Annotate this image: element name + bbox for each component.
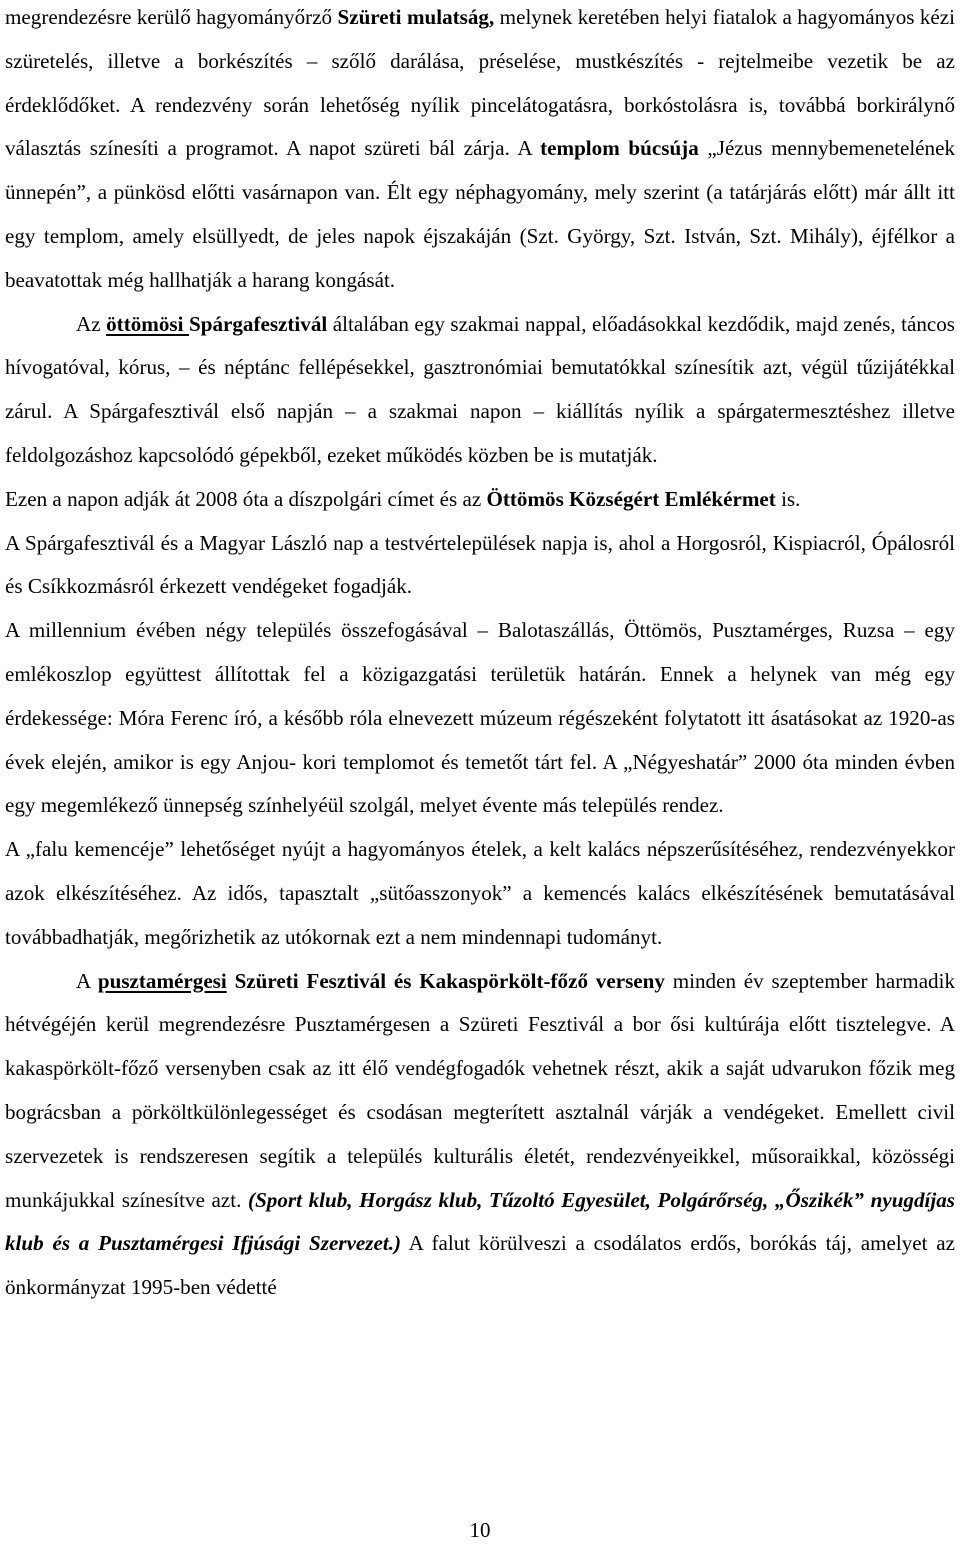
body-text bbox=[5, 0, 955, 1310]
paragraph bbox=[5, 0, 955, 303]
emphasized-text: Szüreti mulatság, bbox=[337, 5, 495, 29]
emphasized-text: öttömösi bbox=[106, 311, 189, 336]
text-run bbox=[227, 969, 235, 993]
text-run: megrendezésre kerülő hagyományőrző bbox=[5, 5, 338, 29]
text-run: minden év szeptember harmadik hétvégéjén kerül megrendezésre Pusztamérgesen a Szüreti Fesztivál a bor ősi kultúrája előtt tisztelegve. A kakaspörkölt-főző versenyben csak az itt élő vendégfogadók vehetnek részt, akik a saját udvarukon főzik meg bográcsban a pörköltkülönlegességet és csodásan megterített asztalnál várják a vendégeket. Emellett civil szervezetek is rendszeresen segítik a település kulturális életét, rendezvényeikkel, műsoraikkal, közösségi munkájukkal színesítve azt. bbox=[5, 968, 956, 1212]
text-run: „Jézus mennybemenetelének ünnepén”, a pünkösd előtti vasárnapon van. Élt egy néphagyomány, mely szerint (a tatárjárás előtt) már állt itt egy templom, amely elsüllyedt, de jeles napok éjszakáján (Szt. György, Szt. István, Szt. Mihály), éjfélkor a beavatottak még hallhatják a harang kongását. bbox=[5, 136, 956, 292]
paragraph bbox=[5, 609, 955, 828]
text-run: Az bbox=[76, 311, 107, 336]
emphasized-text: (Sport klub, Horgász klub, Tűzoltó Egyesület, Polgárőrség, „Őszikék” nyugdíjas klub és a Pusztamérgesi Ifjúsági Szervezet.) bbox=[5, 1187, 955, 1256]
paragraph bbox=[5, 303, 955, 478]
emphasized-text: Öttömös Községért Emlékérmet bbox=[486, 486, 776, 511]
emphasized-text: templom búcsúja bbox=[540, 136, 699, 161]
text-run: A „falu kemencéje” lehetőséget nyújt a hagyományos ételek, a kelt kalács népszerűsítéséhez, rendezvényekkor azok elkészítéséhez. Az idős, tapasztalt „sütőasszonyok” a kemencés kalács elkészítésének bemutatásával továbbadhatják, megőrizhetik az utókornak ezt a nem mindennapi tudományt. bbox=[5, 837, 955, 949]
text-run: A millennium évében négy település összefogásával – Balotaszállás, Öttömös, Pusztamérges, Ruzsa – egy emlékoszlop együttest állítottak fel a közigazgatási területük határán. Ennek a helynek van még egy érdekessége: Móra Ferenc író, a később róla elnevezett múzeum régészeként folytatott itt ásatásokat az 1920-as évek elején, amikor is egy Anjou- kori templomot és temetőt tárt fel. A „Négyeshatár” 2000 óta minden évben egy megemlékező ünnepség színhelyéül szolgál, melyet évente más település rendez. bbox=[5, 618, 955, 818]
text-run: A falut körülveszi a csodálatos erdős, borókás táj, amelyet az önkormányzat 1995-ben védetté bbox=[5, 1231, 956, 1300]
emphasized-text: pusztamérgesi bbox=[97, 968, 227, 993]
text-run: melynek keretében helyi fiatalok a hagyományos kézi szüretelés, illetve a borkészítés – szőlő darálása, préselése, mustkészítés - rejtelmeibe vezetik be az érdeklődőket. A rendezvény során lehetőség nyílik pincelátogatásra, borkóstolásra is, továbbá borkirálynő választás színesíti a programot. A napot szüreti bál zárja. A bbox=[5, 5, 955, 161]
paragraph bbox=[5, 522, 955, 610]
text-run: általában egy szakmai nappal, előadásokkal kezdődik, majd zenés, táncos hívogatóval, kórus, – és néptánc fellépésekkel, gasztronómiai bemutatókkal színesítik azt, végül tűzijátékkal zárul. A Spárgafesztivál első napján – a szakmai napon – kiállítás nyílik a spárgatermesztéshez illetve feldolgozáshoz kapcsolódó gépekből, ezeket működés közben be is mutatják. bbox=[5, 311, 956, 467]
paragraph bbox=[5, 478, 955, 522]
emphasized-text: Spárgafesztivál bbox=[188, 311, 328, 336]
text-run: Ezen a napon adják át 2008 óta a díszpolgári címet és az bbox=[5, 486, 487, 511]
emphasized-text: Szüreti Fesztivál és Kakaspörkölt-főző verseny bbox=[234, 968, 665, 993]
page-number: 10 bbox=[469, 1518, 491, 1542]
text-run: A Spárgafesztivál és a Magyar László nap a testvértelepülések napja is, ahol a Horgosról, Kispiacról, Ópálosról és Csíkkozmásról érkezett vendégeket fogadják. bbox=[5, 530, 955, 599]
text-run: A bbox=[76, 968, 98, 993]
paragraph bbox=[5, 828, 955, 959]
text-run: is. bbox=[775, 486, 801, 511]
paragraph bbox=[5, 960, 955, 1310]
